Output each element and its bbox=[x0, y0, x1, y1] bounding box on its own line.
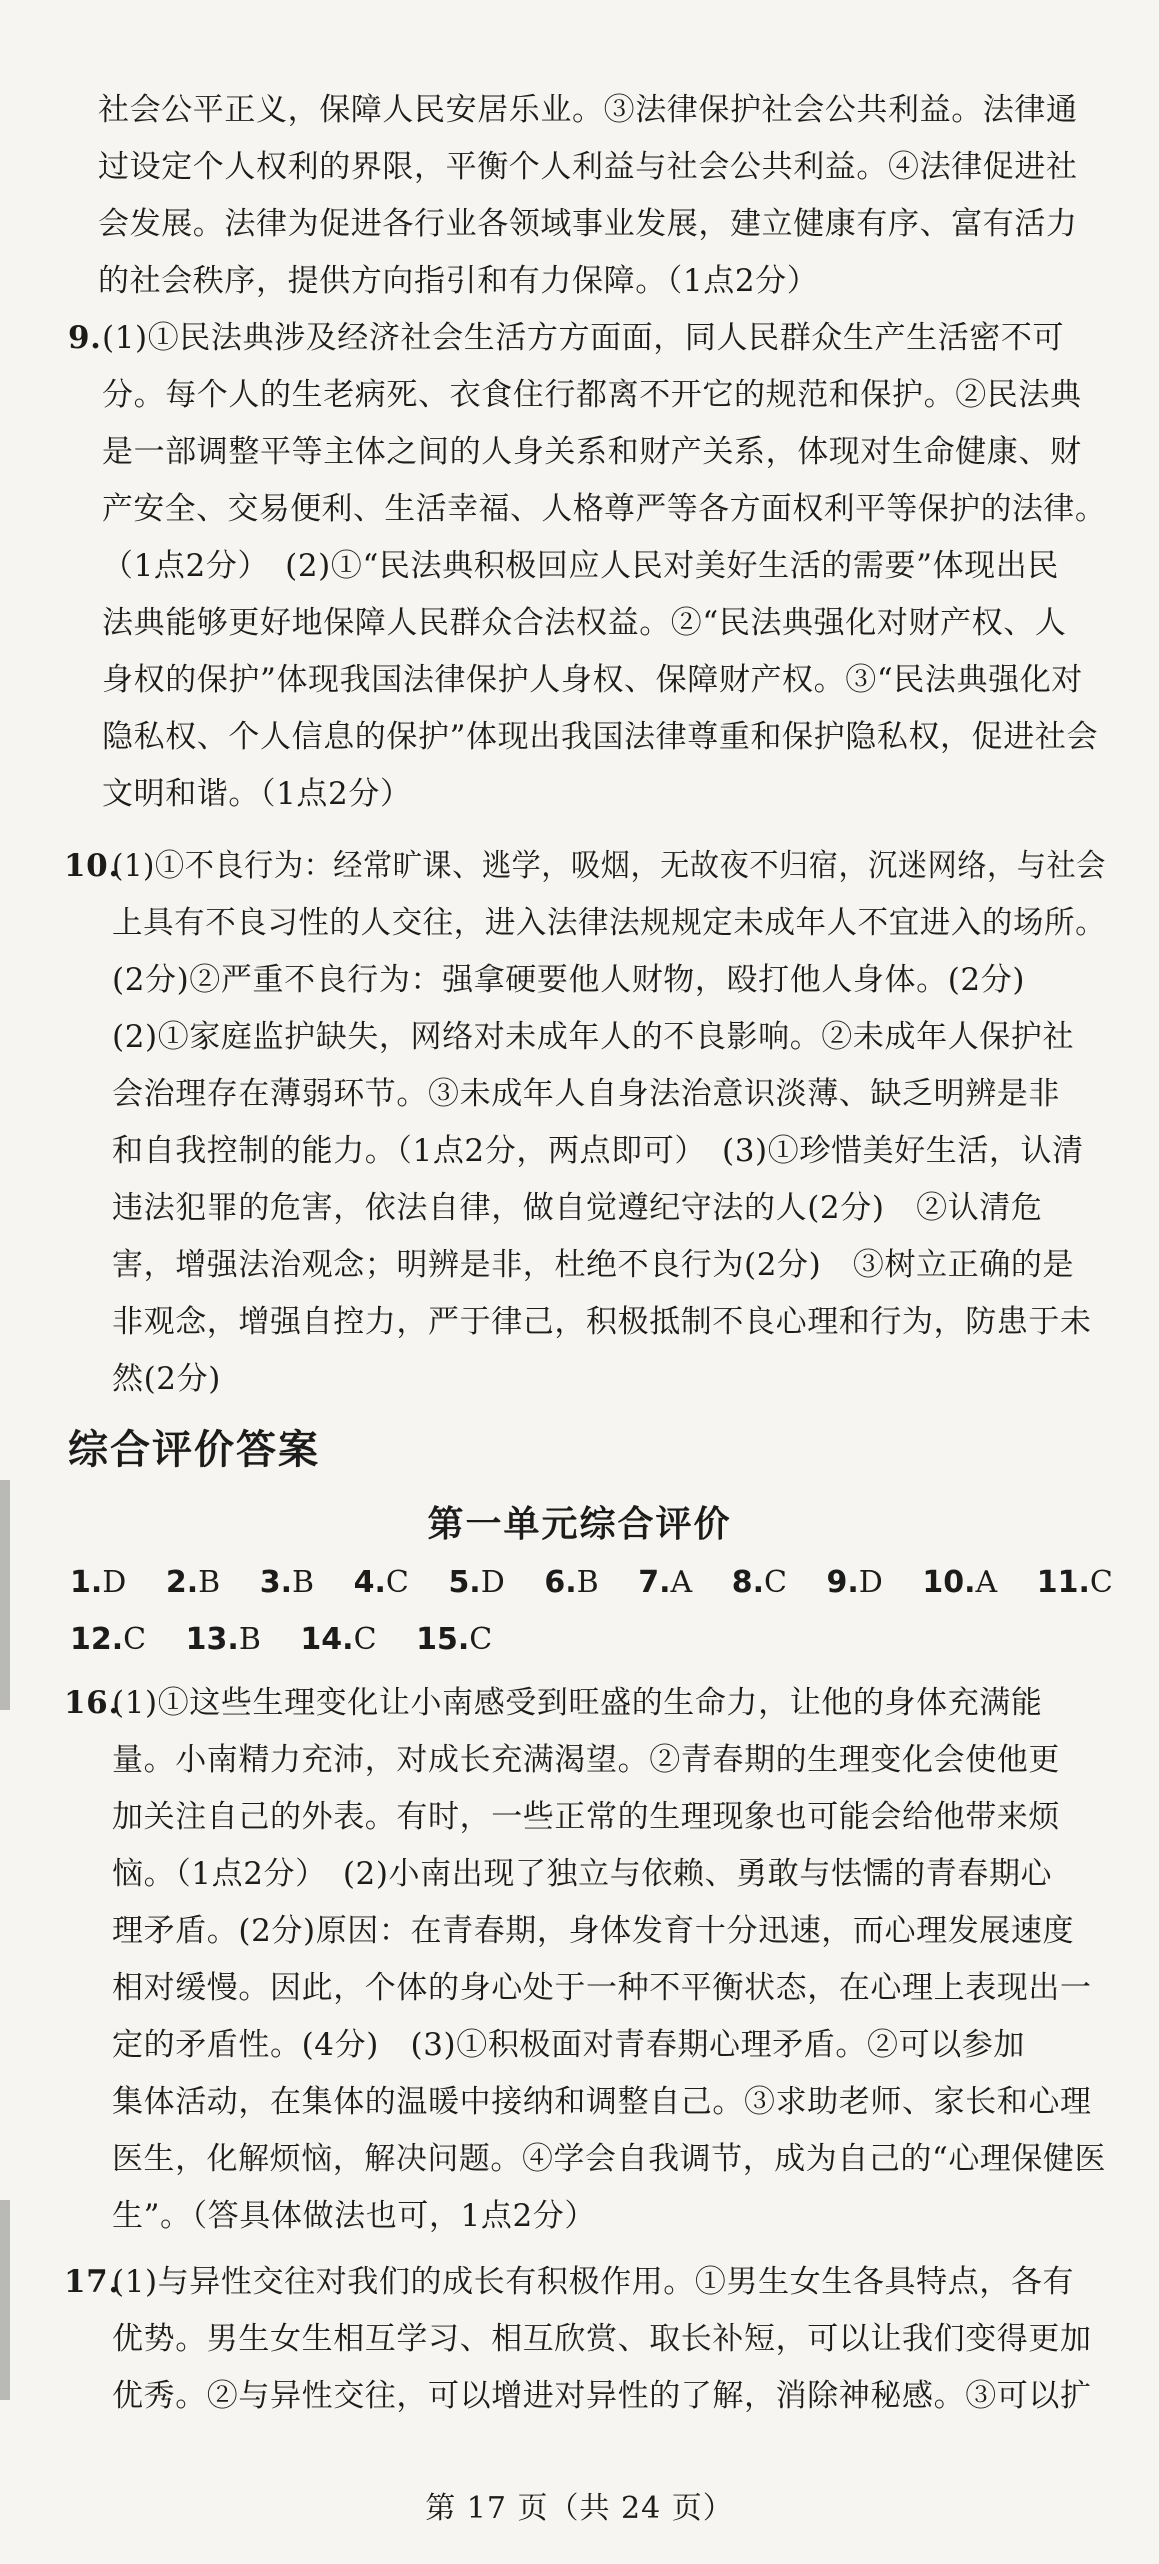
answer-line: 身权的保护”体现我国法律保护人身权、保障财产权。③“民法典强化对 bbox=[102, 662, 1083, 698]
mc-answer: 2.B bbox=[165, 1565, 221, 1600]
answer-line: 集体活动，在集体的温暖中接纳和调整自己。③求助老师、家长和心理 bbox=[112, 2084, 1092, 2120]
mc-answer: 6.B bbox=[544, 1565, 599, 1600]
unit-title: 第一单元综合评价 bbox=[427, 1504, 732, 1545]
answer-line: 是一部调整平等主体之间的人身关系和财产关系，体现对生命健康、财 bbox=[102, 434, 1082, 470]
mc-answer: 8.C bbox=[731, 1565, 787, 1600]
mc-answer: 15.C bbox=[416, 1622, 493, 1657]
answer-line: 文明和谐。（1点2分） bbox=[102, 776, 412, 812]
section-title: 综合评价答案 bbox=[68, 1427, 320, 1473]
question-number: 9. bbox=[68, 320, 102, 356]
answer-line: 优秀。②与异性交往，可以增进对异性的了解，消除神秘感。③可以扩 bbox=[112, 2378, 1092, 2414]
mc-answer: 9.D bbox=[826, 1565, 883, 1600]
answer-line: 理矛盾。(2分)原因：在青春期，身体发育十分迅速，而心理发展速度 bbox=[112, 1913, 1075, 1949]
binding-edge bbox=[0, 2200, 10, 2400]
answer-line: 会治理存在薄弱环节。③未成年人自身法治意识淡薄、缺乏明辨是非 bbox=[112, 1076, 1060, 1112]
answer-line: 优势。男生女生相互学习、相互欣赏、取长补短，可以让我们变得更加 bbox=[112, 2321, 1092, 2357]
question-number: 10. bbox=[64, 848, 120, 884]
answer-line: 然(2分) bbox=[112, 1361, 221, 1397]
mc-answer: 10.A bbox=[922, 1565, 998, 1600]
answer-line: (1)①这些生理变化让小南感受到旺盛的生命力，让他的身体充满能 bbox=[112, 1685, 1043, 1721]
answer-line: (1)①民法典涉及经济社会生活方方面面，同人民群众生产生活密不可 bbox=[102, 320, 1065, 356]
answer-line: (1)与异性交往对我们的成长有积极作用。①男生女生各具特点，各有 bbox=[112, 2264, 1075, 2300]
answer-line: 上具有不良习性的人交往，进入法律法规规定未成年人不宜进入的场所。 bbox=[112, 905, 1107, 941]
answer-line: 产安全、交易便利、生活幸福、人格尊严等各方面权利平等保护的法律。 bbox=[102, 491, 1107, 527]
mc-answer: 3.B bbox=[259, 1565, 315, 1600]
answer-line: 恼。（1点2分） (2)小南出现了独立与依赖、勇敢与怯懦的青春期心 bbox=[112, 1856, 1053, 1892]
answer-line: 生”。（答具体做法也可，1点2分） bbox=[112, 2198, 596, 2234]
page-number: 第 17 页（共 24 页） bbox=[425, 2491, 734, 2526]
mc-answer: 4.C bbox=[353, 1565, 409, 1600]
mc-answer-row bbox=[70, 1622, 522, 1657]
answer-line: 会发展。法律为促进各行业各领域事业发展，建立健康有序、富有活力 bbox=[98, 206, 1078, 242]
answer-line: 和自我控制的能力。（1点2分，两点即可） (3)①珍惜美好生活，认清 bbox=[112, 1133, 1084, 1169]
answer-line: (2)①家庭监护缺失，网络对未成年人的不良影响。②未成年人保护社 bbox=[112, 1019, 1075, 1055]
mc-answer: 13.B bbox=[185, 1622, 261, 1657]
answer-line: 法典能够更好地保障人民群众合法权益。②“民法典强化对财产权、人 bbox=[102, 605, 1067, 641]
answer-line: 医生，化解烦恼，解决问题。④学会自我调节，成为自己的“心理保健医 bbox=[112, 2141, 1107, 2177]
answer-line: 分。每个人的生老病死、衣食住行都离不开它的规范和保护。②民法典 bbox=[102, 377, 1082, 413]
answer-line: 相对缓慢。因此，个体的身心处于一种不平衡状态，在心理上表现出一 bbox=[112, 1970, 1092, 2006]
answer-line: 非观念，增强自控力，严于律己，积极抵制不良心理和行为，防患于未 bbox=[112, 1304, 1092, 1340]
answer-line: (2分)②严重不良行为：强拿硬要他人财物，殴打他人身体。(2分) bbox=[112, 962, 1026, 998]
answer-line: 加关注自己的外表。有时，一些正常的生理现象也可能会给他带来烦 bbox=[112, 1799, 1060, 1835]
mc-answer: 12.C bbox=[70, 1622, 147, 1657]
answer-line: 隐私权、个人信息的保护”体现出我国法律尊重和保护隐私权，促进社会 bbox=[102, 719, 1099, 755]
mc-answer: 11.C bbox=[1036, 1565, 1113, 1600]
answer-line: 的社会秩序，提供方向指引和有力保障。（1点2分） bbox=[98, 263, 819, 299]
answer-line: (1)①不良行为：经常旷课、逃学，吸烟，无故夜不归宿，沉迷网络，与社会 bbox=[112, 848, 1106, 884]
question-number: 16. bbox=[64, 1685, 120, 1721]
answer-line: 害，增强法治观念；明辨是非，杜绝不良行为(2分) ③树立正确的是 bbox=[112, 1247, 1075, 1283]
answer-line: （1点2分） (2)①“民法典积极回应人民对美好生活的需要”体现出民 bbox=[102, 548, 1059, 584]
answer-line: 过设定个人权利的界限，平衡个人利益与社会公共利益。④法律促进社 bbox=[98, 149, 1078, 185]
question-number: 17. bbox=[64, 2264, 120, 2300]
mc-answer: 14.C bbox=[300, 1622, 377, 1657]
mc-answer-row bbox=[70, 1565, 1143, 1600]
mc-answer: 5.D bbox=[448, 1565, 505, 1600]
mc-answer: 1.D bbox=[70, 1565, 127, 1600]
answer-line: 量。小南精力充沛，对成长充满渴望。②青春期的生理变化会使他更 bbox=[112, 1742, 1060, 1778]
mc-answer: 7.A bbox=[638, 1565, 693, 1600]
answer-line: 社会公平正义，保障人民安居乐业。③法律保护社会公共利益。法律通 bbox=[98, 92, 1078, 128]
answer-line: 违法犯罪的危害，依法自律，做自觉遵纪守法的人(2分) ②认清危 bbox=[112, 1190, 1043, 1226]
answer-line: 定的矛盾性。(4分) (3)①积极面对青春期心理矛盾。②可以参加 bbox=[112, 2027, 1026, 2063]
